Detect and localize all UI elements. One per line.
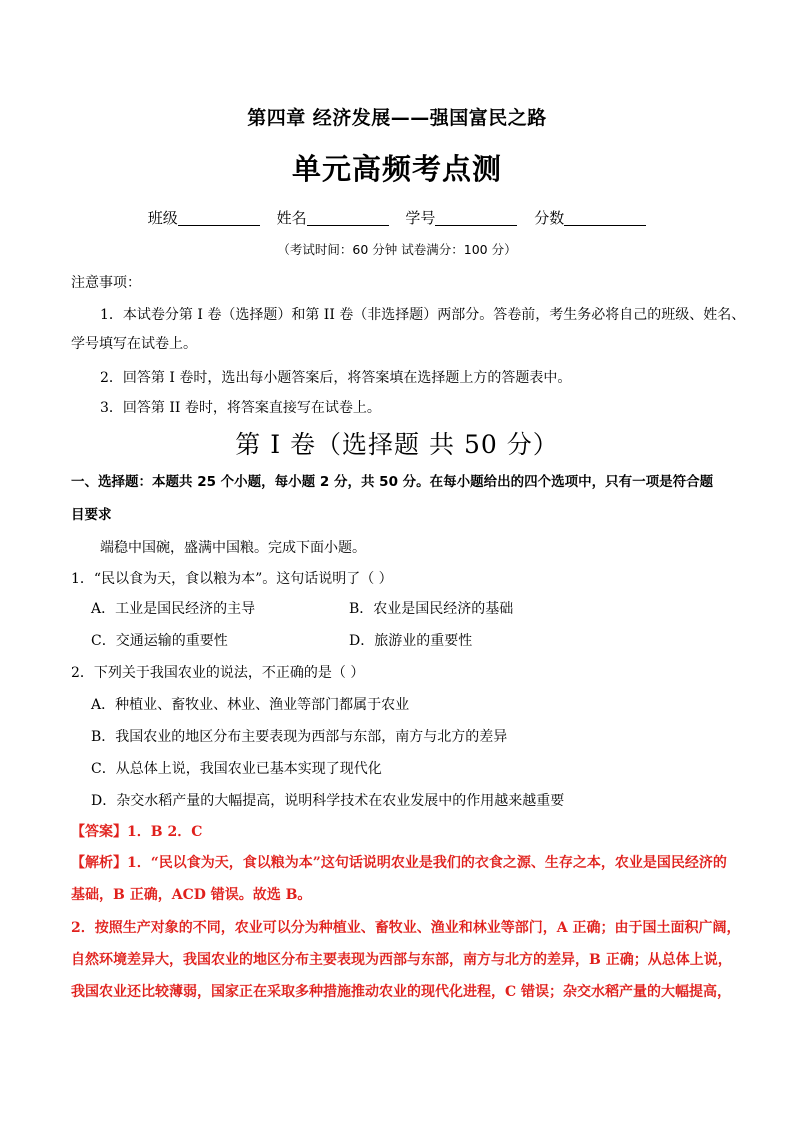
note-item: 学号填写在试卷上。 xyxy=(71,336,197,352)
question-stem: 1．“民以食为天，食以粮为本”。这句话说明了（ ） xyxy=(71,571,393,587)
student-id-label: 学号 xyxy=(405,209,436,227)
student-info-line xyxy=(0,207,794,228)
class-field[interactable] xyxy=(178,210,260,226)
section-instruction-cont: 目要求 xyxy=(71,507,112,523)
note-item: 2．回答第 I 卷时，选出每小题答案后，将答案填在选择题上方的答题表中。 xyxy=(100,370,572,386)
note-item: 1．本试卷分第 I 卷（选择题）和第 II 卷（非选择题）两部分。答卷前，考生务必将自己的班级、姓名、 xyxy=(100,307,746,323)
note-item: 3．回答第 II 卷时，将答案直接写在试卷上。 xyxy=(100,400,381,416)
option-b[interactable]: B．农业是国民经济的基础 xyxy=(349,601,514,617)
name-field[interactable] xyxy=(307,210,389,226)
option-c[interactable]: C．交通运输的重要性 xyxy=(91,633,228,649)
analysis-line: 自然环境差异大，我国农业的地区分布主要表现为西部与东部，南方与北方的差异，B 正确；从总体上说， xyxy=(71,952,732,968)
answer-line: 【答案】1．B 2．C xyxy=(71,824,203,840)
name-label: 姓名 xyxy=(276,209,307,227)
option-c[interactable]: C．从总体上说，我国农业已基本实现了现代化 xyxy=(91,761,382,777)
option-b[interactable]: B．我国农业的地区分布主要表现为西部与东部，南方与北方的差异 xyxy=(91,729,508,745)
option-d[interactable]: D．杂交水稻产量的大幅提高，说明科学技术在农业发展中的作用越来越重要 xyxy=(91,793,565,809)
question-intro: 端稳中国碗，盛满中国粮。完成下面小题。 xyxy=(100,540,366,556)
analysis-line: 【解析】1．“民以食为天，食以粮为本”这句话说明农业是我们的衣食之源、生存之本，农业是国民经济的 xyxy=(71,855,727,871)
exam-meta: （考试时间：60 分钟 试卷满分：100 分） xyxy=(277,242,517,257)
analysis-line: 我国农业还比较薄弱，国家正在采取多种措施推动农业的现代化进程，C 错误；杂交水稻产量的大幅提高， xyxy=(71,984,732,1000)
class-label: 班级 xyxy=(147,209,178,227)
option-a[interactable]: A．种植业、畜牧业、林业、渔业等部门都属于农业 xyxy=(91,697,410,713)
notes-heading: 注意事项： xyxy=(71,275,141,291)
student-id-field[interactable] xyxy=(435,210,517,226)
option-a[interactable]: A．工业是国民经济的主导 xyxy=(91,601,256,617)
option-d[interactable]: D．旅游业的重要性 xyxy=(349,633,473,649)
score-label: 分数 xyxy=(534,209,565,227)
section-title: 第 I 卷（选择题 共 50 分） xyxy=(235,430,559,459)
section-instruction: 一、选择题：本题共 25 个小题，每小题 2 分，共 50 分。在每小题给出的四个选项中，只有一项是符合题 xyxy=(71,474,714,490)
score-field[interactable] xyxy=(564,210,646,226)
analysis-line: 基础，B 正确，ACD 错误。故选 B。 xyxy=(71,887,312,903)
page-title: 单元高频考点测 xyxy=(291,152,502,186)
question-stem: 2．下列关于我国农业的说法，不正确的是（ ） xyxy=(71,665,365,681)
analysis-line: 2．按照生产对象的不同，农业可以分为种植业、畜牧业、渔业和林业等部门，A 正确；由于国土面积广阔， xyxy=(71,920,741,936)
chapter-title: 第四章 经济发展——强国富民之路 xyxy=(247,107,547,129)
